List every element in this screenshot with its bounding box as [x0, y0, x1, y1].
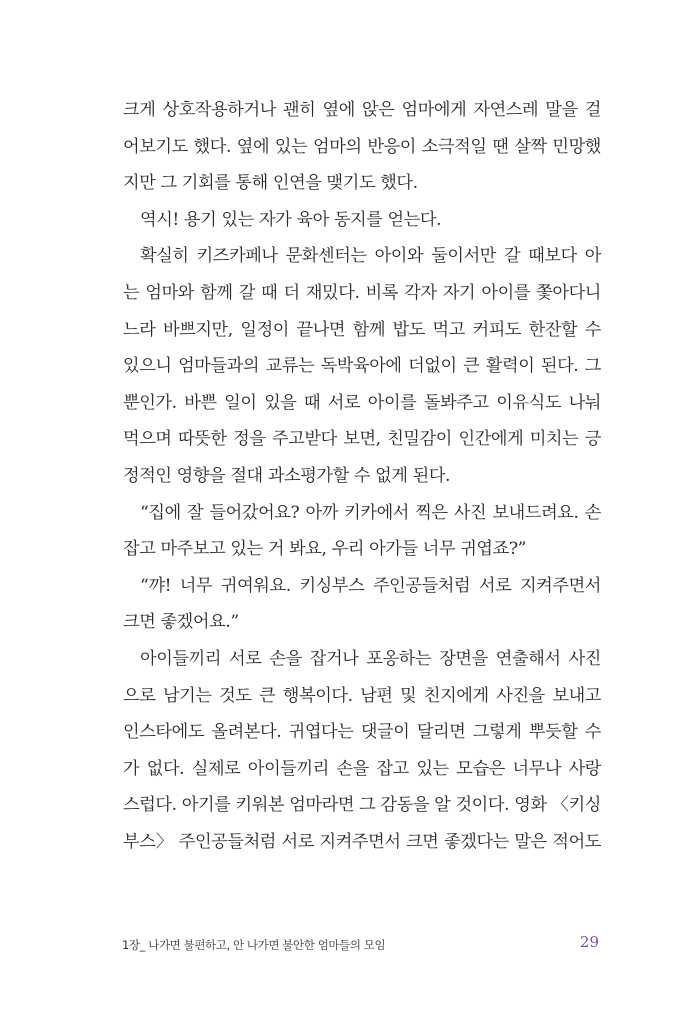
text-line: 잡고 마주보고 있는 거 봐요, 우리 아가들 너무 귀엽죠?”	[123, 539, 527, 560]
running-footer-chapter-title: 1장_ 나가면 불편하고, 안 나가면 불안한 엄마들의 모임	[122, 938, 386, 952]
text-line: 정적인 영향을 절대 과소평가할 수 없게 된다.	[123, 465, 451, 486]
text-line: 으로 남기는 것도 큰 행복이다. 남편 및 친지에게 사진을 보내고	[123, 685, 601, 706]
text-line: 는 엄마와 함께 갈 때 더 재밌다. 비록 각자 자기 아이를 쫓아다니	[123, 282, 601, 303]
page-number: 29	[579, 933, 599, 951]
text-line: 역시! 용기 있는 자가 육아 동지를 얻는다.	[140, 209, 442, 230]
text-line: 지만 그 기회를 통해 인연을 맺기도 했다.	[123, 173, 418, 194]
text-line: 부스〉 주인공들처럼 서로 지켜주면서 크면 좋겠다는 말은 적어도	[123, 831, 601, 852]
text-line: “꺄! 너무 귀여워요. 키싱부스 주인공들처럼 서로 지켜주면서	[140, 575, 601, 596]
text-line: 가 없다. 실제로 아이들끼리 손을 잡고 있는 모습은 너무나 사랑	[123, 758, 601, 779]
text-line: 크게 상호작용하거나 괜히 옆에 앉은 엄마에게 자연스레 말을 걸	[123, 100, 601, 120]
text-line: 뿐인가. 바쁜 일이 있을 때 서로 아이를 돌봐주고 이유식도 나눠	[123, 392, 601, 413]
body-text	[123, 92, 601, 860]
text-line: 크면 좋겠어요.”	[123, 612, 239, 633]
text-line: 아이들끼리 서로 손을 잡거나 포옹하는 장면을 연출해서 사진	[140, 648, 601, 669]
text-line: 어보기도 했다. 옆에 있는 엄마의 반응이 소극적일 땐 살짝 민망했	[123, 136, 601, 157]
text-line: 먹으며 따뜻한 정을 주고받다 보면, 친밀감이 인간에게 미치는 긍	[123, 429, 601, 450]
text-line: 있으니 엄마들과의 교류는 독박육아에 더없이 큰 활력이 된다. 그	[123, 356, 601, 377]
text-line: 스럽다. 아기를 키워본 엄마라면 그 감동을 알 것이다. 영화 〈키싱	[123, 795, 601, 816]
text-line: 확실히 키즈카페나 문화센터는 아이와 둘이서만 갈 때보다 아	[140, 246, 601, 267]
text-line: “집에 잘 들어갔어요? 아까 키카에서 찍은 사진 보내드려요. 손	[140, 502, 601, 523]
text-line: 느라 바쁘지만, 일정이 끝나면 함께 밥도 먹고 커피도 한잔할 수	[123, 319, 601, 340]
text-line: 인스타에도 올려본다. 귀엽다는 댓글이 달리면 그렇게 뿌듯할 수	[123, 722, 601, 743]
